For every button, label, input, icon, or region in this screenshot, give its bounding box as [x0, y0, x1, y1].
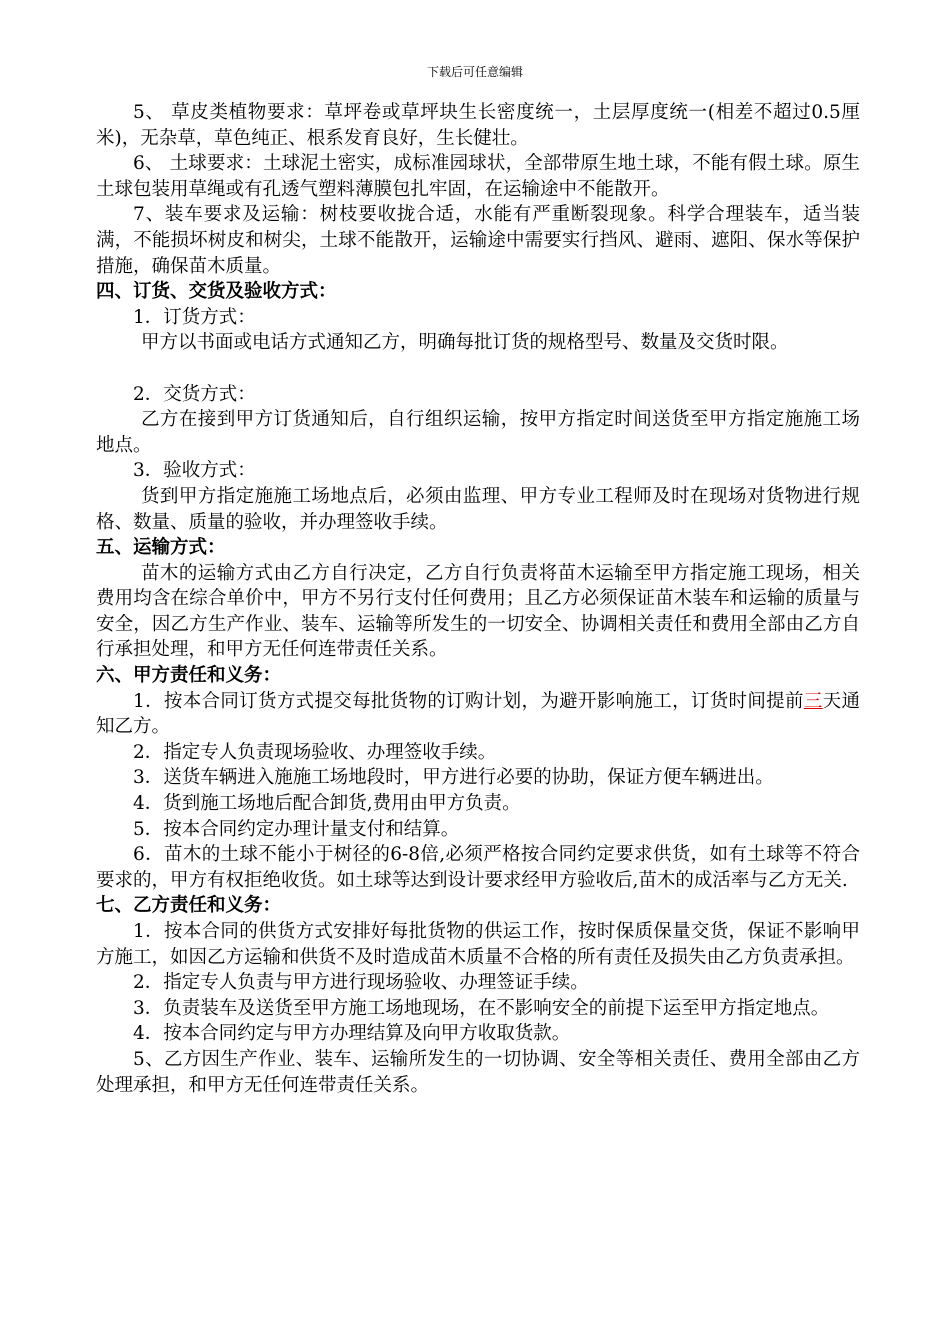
subheading-acceptance: 3．验收方式：: [133, 460, 256, 482]
paragraph-loading-transport: 7、装车要求及运输：树枝要收拢合适，水能有严重断裂现象。科学合理装车，适当装满，不能损坏树皮和树尖，土球不能散开，运输途中需要实行挡风、避雨、遮阳、保水等保护措施，确保苗木质量。: [96, 204, 860, 277]
page-header: 下载后可任意编辑: [426, 65, 523, 79]
party-a-duty-6: 6．苗木的土球不能小于树径的6-8倍,必须严格按合同约定要求供货，如有土球等不符合要求的，甲方有权拒绝收货。如土球等达到设计要求经甲方验收后,苗木的成活率与乙方无关.: [96, 844, 860, 891]
party-a-duty-4: 4．货到施工场地后配合卸货,费用由甲方负责。: [133, 793, 521, 815]
subheading-ordering: 1．订货方式：: [133, 306, 256, 328]
party-b-duty-2: 2．指定专人负责与甲方进行现场验收、办理签证手续。: [133, 972, 589, 994]
party-a-duty-1-tail: 天通知乙方。: [96, 690, 860, 738]
section-4-title: 四、订货、交货及验收方式：: [96, 281, 337, 303]
section-7-title: 七、乙方责任和义务：: [96, 895, 282, 917]
subheading-delivery: 2．交货方式：: [133, 383, 256, 405]
document-body: [96, 100, 860, 1098]
party-a-duty-5: 5．按本合同约定办理计量支付和结算。: [133, 818, 460, 840]
party-a-duty-1: [96, 689, 860, 740]
paragraph-turf-requirement: 5、 草皮类植物要求：草坪卷或草坪块生长密度统一，土层厚度统一(相差不超过0.5厘米)，无杂草，草色纯正、根系发育良好，生长健壮。: [96, 102, 860, 149]
paragraph-soil-ball-requirement: 6、 土球要求：土球泥土密实，成标准园球状，全部带原生地土球，不能有假土球。原生土球包装用草绳或有孔透气塑料薄膜包扎牢固，在运输途中不能散开。: [96, 153, 860, 200]
party-a-duty-1-text: 1．按本合同订货方式提交每批货物的订购计划，为避开影响施工，订货时间提前: [133, 690, 804, 712]
party-a-duty-3: 3．送货车辆进入施施工场地段时，甲方进行必要的协助，保证方便车辆进出。: [133, 767, 774, 789]
blank-line: [96, 356, 860, 382]
paragraph-delivery: 乙方在接到甲方订货通知后，自行组织运输，按甲方指定时间送货至甲方指定施施工场地点。: [96, 409, 860, 456]
party-b-duty-5: 5、乙方因生产作业、装车、运输所发生的一切协调、安全等相关责任、费用全部由乙方处理承担，和甲方无任何连带责任关系。: [96, 1048, 860, 1096]
section-5-title: 五、运输方式：: [96, 537, 226, 559]
paragraph-transport: 苗木的运输方式由乙方自行决定，乙方自行负责将苗木运输至甲方指定施工现场，相关费用均含在综合单价中，甲方不另行支付任何费用；且乙方必须保证苗木装车和运输的质量与安全，因乙方生产作业、装车、运输等所发生的一切安全、协调相关责任和费用全部由乙方自行承担处理，和甲方无任何连带责任关系。: [96, 562, 860, 661]
party-a-duty-2: 2．指定专人负责现场验收、办理签收手续。: [133, 741, 497, 763]
highlighted-days: 三: [803, 690, 823, 712]
paragraph-acceptance: 货到甲方指定施施工场地点后，必须由监理、甲方专业工程师及时在现场对货物进行规格、数量、质量的验收，并办理签收手续。: [96, 485, 860, 533]
party-b-duty-1: 1．按本合同的供货方式安排好每批货物的供运工作，按时保质保量交货，保证不影响甲方施工，如因乙方运输和供货不及时造成苗木质量不合格的所有责任及损失由乙方负责承担。: [96, 921, 860, 968]
party-b-duty-3: 3．负责装车及送货至甲方施工场地现场，在不影响安全的前提下运至甲方指定地点。: [133, 997, 830, 1019]
paragraph-ordering: 甲方以书面或电话方式通知乙方，明确每批订货的规格型号、数量及交货时限。: [141, 332, 789, 354]
party-b-duty-4: 4．按本合同约定与甲方办理结算及向甲方收取货款。: [133, 1023, 571, 1045]
section-6-title: 六、甲方责任和义务：: [96, 665, 282, 687]
